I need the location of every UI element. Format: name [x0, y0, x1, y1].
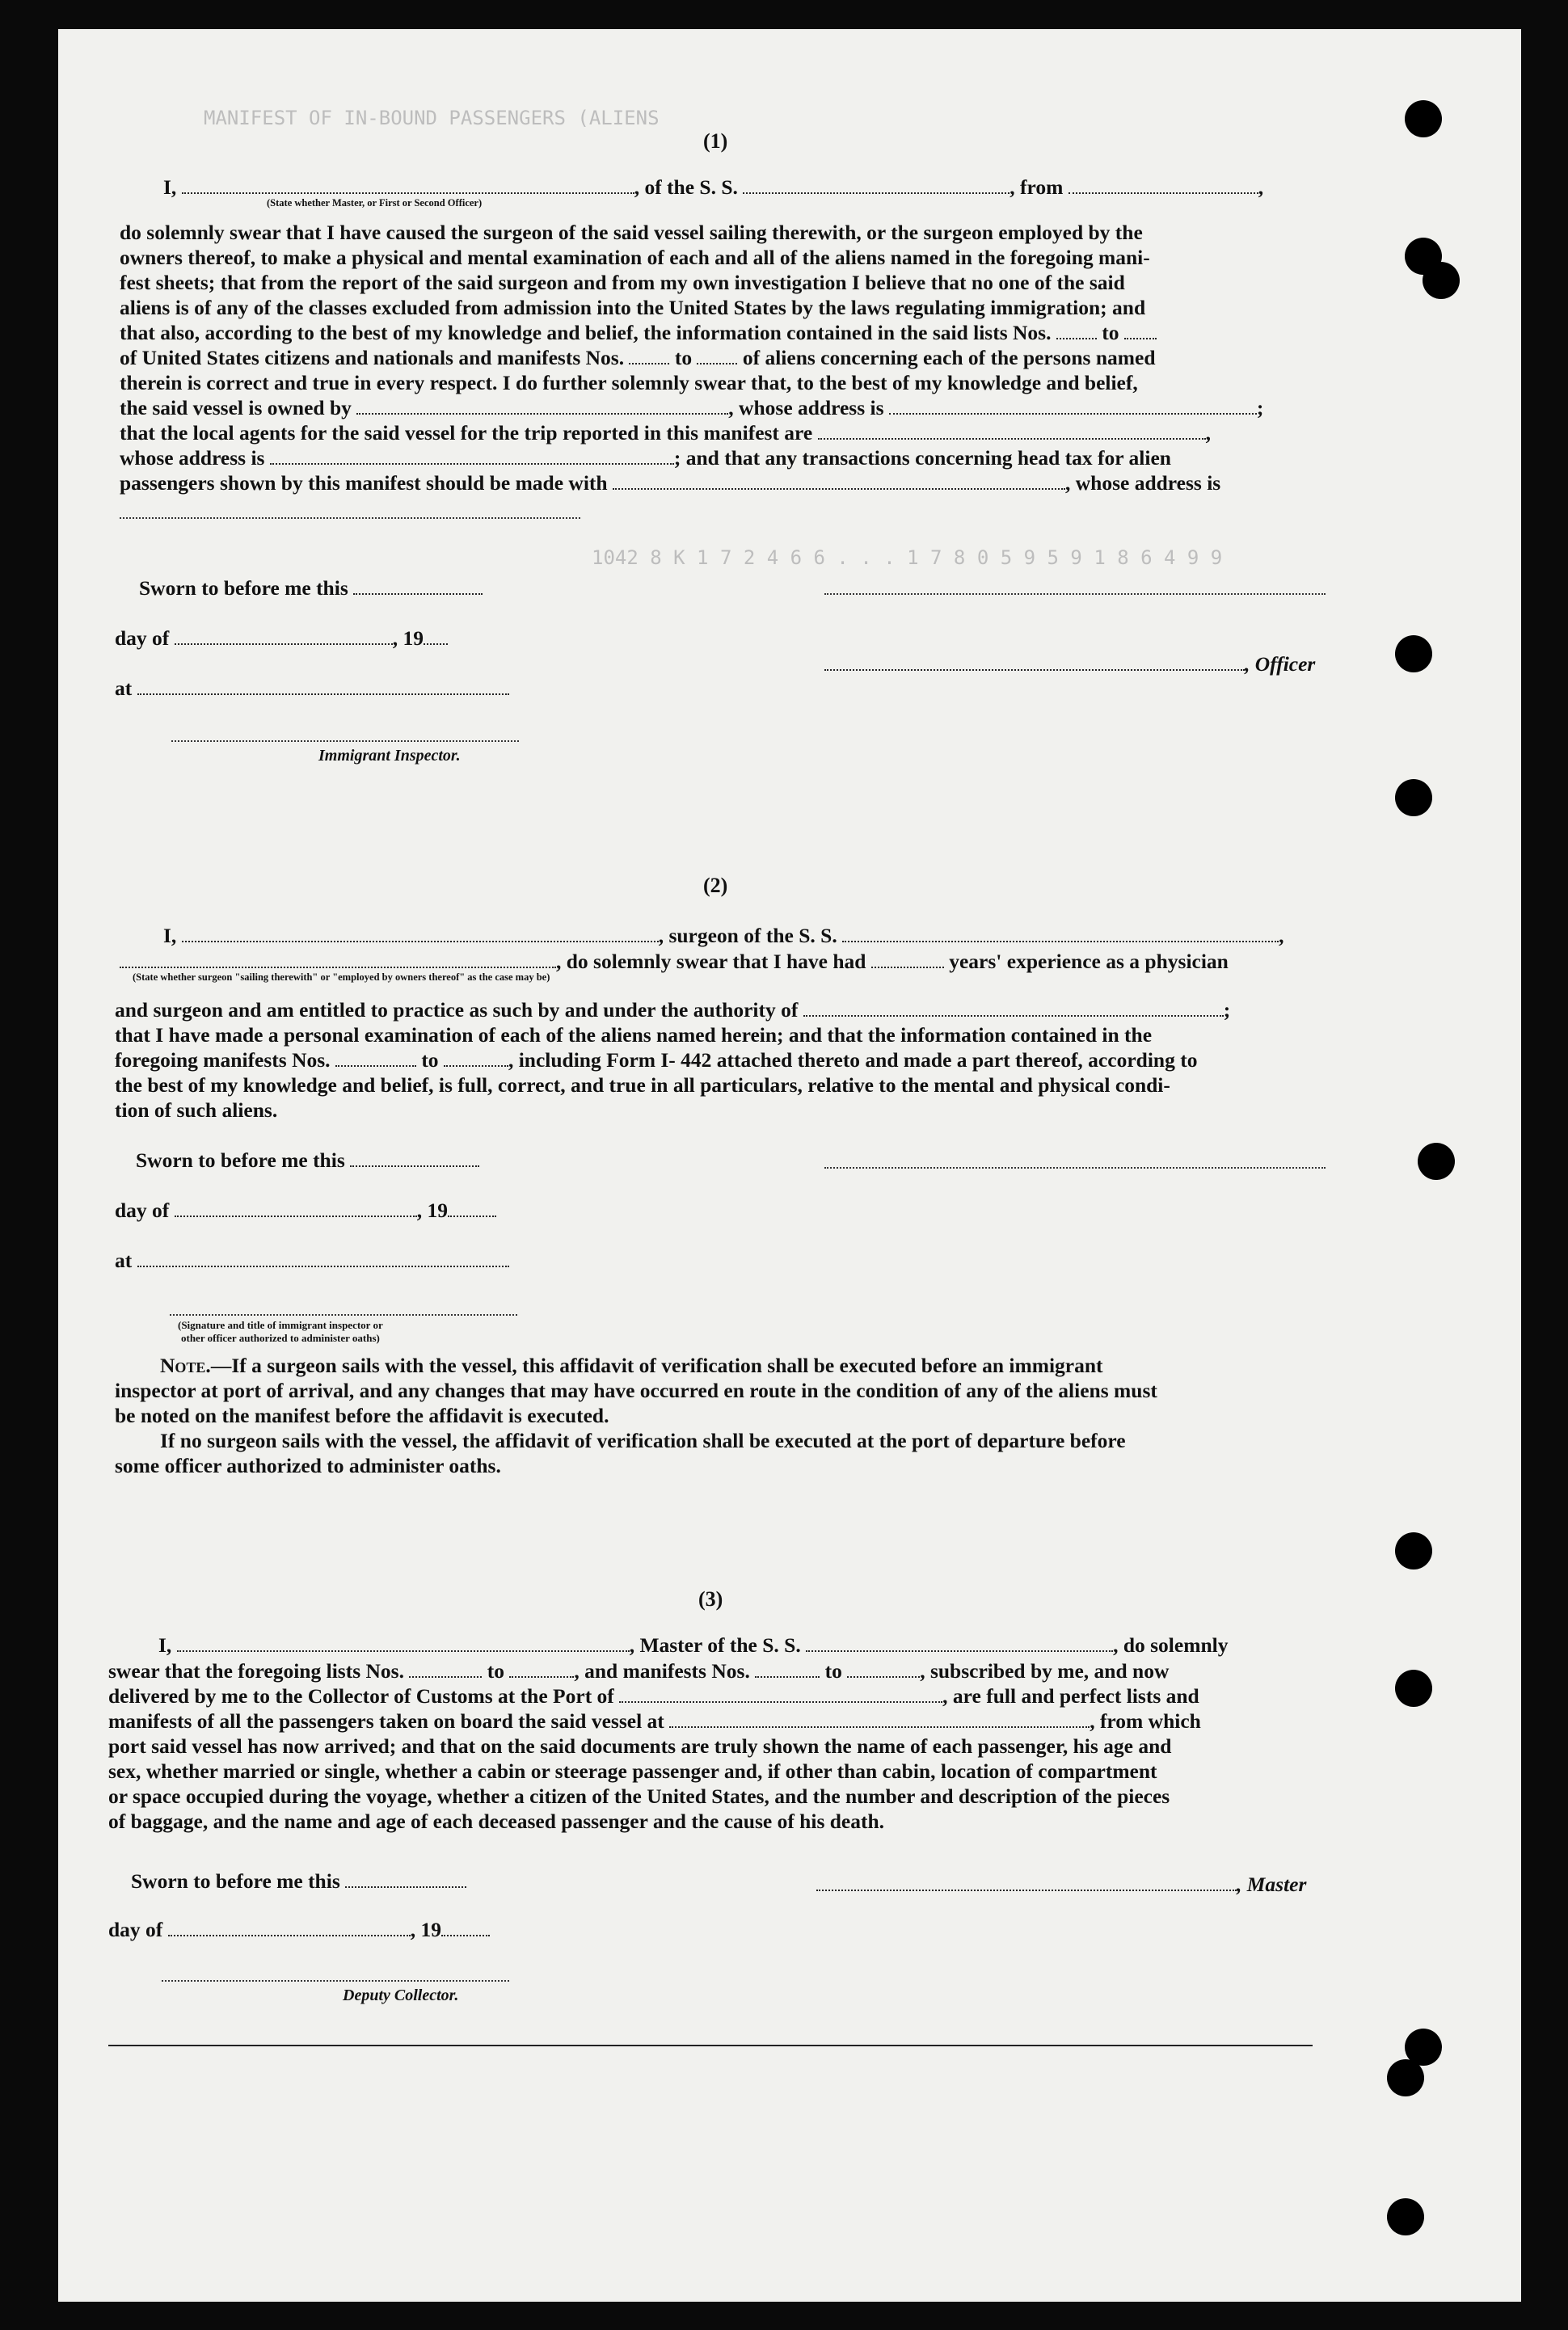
master-officer-note: (State whether Master, or First or Second Officer): [267, 197, 483, 209]
immigrant-inspector-label: Immigrant Inspector.: [318, 747, 461, 765]
at-place-field-2[interactable]: [137, 1248, 509, 1267]
note-label: Note.: [160, 1354, 211, 1377]
at-line-1: at: [115, 676, 509, 701]
section-1-opening-line: I, , of the S. S. , from ,: [163, 175, 1264, 199]
at-place-field-1[interactable]: [137, 676, 509, 695]
inspector-signature-line[interactable]: [171, 740, 519, 742]
surgeon-manifests-to-field[interactable]: [444, 1047, 508, 1067]
at-line-2: at: [115, 1248, 509, 1273]
sworn-date-field-1[interactable]: [353, 575, 483, 595]
master-lists-from-field[interactable]: [409, 1658, 482, 1678]
vessel-name-field[interactable]: [743, 175, 1010, 194]
day-of-line-2: day of , 19: [115, 1198, 496, 1223]
local-agents-field[interactable]: [818, 420, 1206, 440]
signature-note-1: (Signature and title of immigrant inspector or: [178, 1319, 383, 1331]
sworn-date-field-2[interactable]: [350, 1148, 479, 1167]
punch-hole: [1395, 635, 1432, 672]
master-lists-to-field[interactable]: [509, 1658, 574, 1678]
owner-field[interactable]: [356, 395, 728, 415]
master-signature-field[interactable]: [816, 1872, 1237, 1891]
years-field[interactable]: [871, 949, 944, 968]
signature-line-2[interactable]: [824, 1167, 1326, 1169]
punch-hole: [1418, 1143, 1455, 1180]
lists-from-field[interactable]: [1056, 320, 1097, 339]
year-field-1[interactable]: [424, 626, 448, 645]
punch-hole: [1387, 2198, 1424, 2235]
punch-hole: [1405, 100, 1442, 137]
master-name-field[interactable]: [177, 1633, 630, 1652]
deputy-collector-label: Deputy Collector.: [343, 1987, 459, 2004]
boarding-port-field[interactable]: [669, 1709, 1090, 1728]
punch-hole: [1423, 262, 1460, 299]
address-continuation-line[interactable]: [120, 517, 580, 519]
year-field-3[interactable]: [441, 1917, 490, 1936]
sworn-line-2: Sworn to before me this: [136, 1148, 479, 1173]
officer-line: , Officer: [824, 651, 1315, 676]
surgeon-name-field[interactable]: [182, 923, 659, 942]
surgeon-status-field[interactable]: [120, 949, 556, 968]
section-1-number: (1): [703, 129, 728, 153]
section-2-body: and surgeon and am entitled to practice as such by and under the authority of ; that I have made a personal examination of each of the aliens named herein; and that the information contained in the foregoing manifests Nos. to , including Form I- 442 attached thereto and made a part thereof, according to the best of my knowledge and belief, is full, correct, and true in all particulars, relative to the mental and physical condi- tion of such aliens.: [115, 998, 1231, 1122]
section-3-body: swear that the foregoing lists Nos. to , and manifests Nos. to , subscribed by me, and now delivered by me to the Collector of Customs at the Port of , are full and perfect lists and manifests of all the passengers taken on board the said vessel at , from which port said vessel has now arrived; and that on the said documents are truly shown the name of each passenger, his age and sex, whether married or single, whether a cabin or steerage passenger and, if other than cabin, location of compartment or space occupied during the voyage, whether a citizen of the United States, and the number and description of the pieces of baggage, and the name and age of each deceased passenger and the cause of his death.: [108, 1659, 1201, 1833]
surgeon-status-note: (State whether surgeon "sailing therewith" or "employed by owners thereof" as the case may be): [133, 971, 550, 983]
day-of-line-3: day of , 19: [108, 1917, 490, 1942]
sworn-line-3: Sworn to before me this: [131, 1869, 466, 1894]
manifests-to-field[interactable]: [697, 345, 737, 364]
owner-address-field[interactable]: [889, 395, 1257, 415]
sworn-line-1: Sworn to before me this: [139, 575, 483, 600]
bleed-through-text: MANIFEST OF IN-BOUND PASSENGERS (ALIENS: [204, 107, 660, 129]
section-1-body: do solemnly swear that I have caused the surgeon of the said vessel sailing therewith, or the surgeon employed by the owners thereof, to make a physical and mental examination of each and all of the aliens named in the foregoing mani- fest sheets; that from the report of the said surgeon and from my own investigation I believe that no one of the said aliens is of any of the classes excluded from admission into the United States by the laws regulating immigration; and that also, according to the best of my knowledge and belief, the information contained in the said lists Nos. to of United States citizens and nationals and manifests Nos. to of aliens concerning each of the persons named therein is correct and true in every respect. I do further solemnly swear that, to the best of my knowledge and belief, the said vessel is owned by , whose address is ; that the local agents for the said vessel for the trip reported in this manifest are , whose address is ; and that any transactions concerning head tax for alien passengers shown by this manifest should be made with , whose address is: [120, 221, 1264, 495]
officer-signature-field[interactable]: [824, 651, 1245, 671]
authorized-officer-signature-line[interactable]: [170, 1314, 517, 1316]
day-of-line-1: day of , 19: [115, 626, 448, 651]
head-tax-party-field[interactable]: [613, 470, 1065, 490]
master-signature-line: , Master: [816, 1872, 1306, 1897]
signature-line-1[interactable]: [824, 593, 1326, 595]
year-field-2[interactable]: [448, 1198, 496, 1217]
agents-address-field[interactable]: [270, 445, 674, 465]
authority-field[interactable]: [803, 997, 1224, 1017]
deputy-collector-signature-line[interactable]: [162, 1980, 509, 1982]
manifests-from-field[interactable]: [629, 345, 669, 364]
surgeon-note: Note.—If a surgeon sails with the vessel, this affidavit of verification shall be executed before an immigrant inspector at port of arrival, and any changes that may have occurred en route in the condition of any of the aliens must be noted on the manifest before the affidavit is executed. If no surgeon sails with the vessel, the affidavit of verification shall be executed at the port of departure before some officer authorized to administer oaths.: [115, 1354, 1157, 1477]
signature-note-2: other officer authorized to administer oaths): [181, 1332, 380, 1344]
section-2-second-line: , do solemnly swear that I have had years' experience as a physician: [120, 949, 1229, 974]
day-of-field-1[interactable]: [175, 626, 393, 645]
punch-hole: [1395, 1532, 1432, 1569]
master-manifests-from-field[interactable]: [755, 1658, 820, 1678]
day-of-field-2[interactable]: [175, 1198, 417, 1217]
from-port-field[interactable]: [1069, 175, 1258, 194]
master-vessel-field[interactable]: [806, 1633, 1113, 1652]
manifest-affidavit-sheet: [58, 29, 1521, 2302]
master-manifests-to-field[interactable]: [847, 1658, 920, 1678]
collector-port-field[interactable]: [619, 1683, 942, 1703]
lists-to-field[interactable]: [1124, 320, 1157, 339]
punch-hole: [1387, 2059, 1424, 2096]
section-2-opening-line: I, , surgeon of the S. S. ,: [163, 924, 1284, 947]
section-3-opening-line: I, , Master of the S. S. , do solemnly: [158, 1633, 1229, 1657]
punch-hole: [1395, 779, 1432, 816]
day-of-field-3[interactable]: [168, 1917, 411, 1936]
section-3-number: (3): [698, 1587, 723, 1611]
officer-name-field[interactable]: [182, 175, 634, 194]
surgeon-manifests-from-field[interactable]: [335, 1047, 416, 1067]
section-2-number: (2): [703, 874, 728, 897]
bottom-rule: [108, 2045, 1313, 2046]
surgeon-vessel-field[interactable]: [842, 923, 1279, 942]
punch-hole: [1395, 1670, 1432, 1707]
bleed-through-text: 1042 8 K 1 7 2 4 6 6 . . . 1 7 8 0 5 9 5 9 1 8 6 4 9 9: [592, 546, 1223, 569]
sworn-date-field-3[interactable]: [345, 1869, 466, 1888]
